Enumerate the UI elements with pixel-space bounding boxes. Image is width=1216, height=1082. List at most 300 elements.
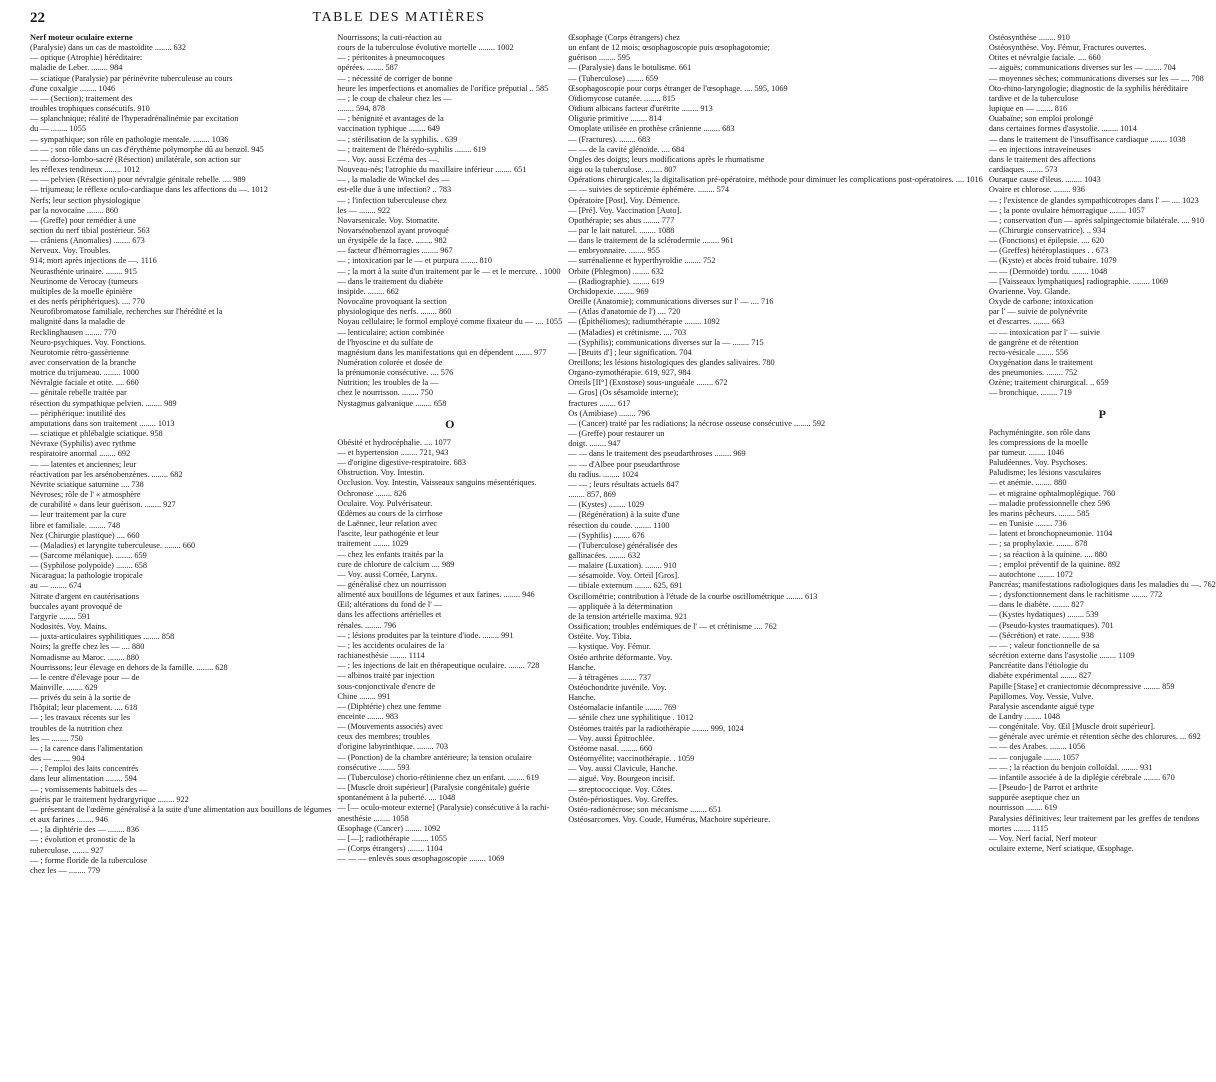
index-entry: — ; lésions produites par la teinture d'iode. ........ 991 bbox=[337, 630, 514, 640]
index-entry: Opérations chirurgicales; la digitalisation pré-opératoire, méthode pour diminuer les complications post-opératoires. .... 1016 bbox=[568, 175, 983, 185]
index-entry: — Voy. Nerf facial, Nerf moteur bbox=[988, 833, 1097, 843]
index-entry: et aux farines ........ 946 bbox=[30, 815, 108, 825]
index-entry: Neurotomie rétro-gassérienne bbox=[30, 347, 129, 357]
index-entry: — (Maladies) et crétinisme. .... 703 bbox=[568, 327, 687, 337]
index-entry: Oreillons; les lésions histologiques des glandes salivaires. 780 bbox=[568, 358, 775, 367]
index-entry: un érysipèle de la face. ........ 982 bbox=[337, 236, 447, 246]
index-entry: — ; évolution et pronostic de la bbox=[30, 835, 136, 845]
index-entry: dans le traitement des affections bbox=[988, 154, 1096, 164]
index-entry: Névraxe (Syphilis) avec rythme bbox=[30, 439, 136, 449]
index-entry: la prénumonie consécutive. .... 576 bbox=[337, 368, 454, 378]
index-entry: — [Bruits d'] ; leur signification. 704 bbox=[568, 347, 692, 357]
index-entry: l'ascite, leur pathogénie et leur bbox=[337, 529, 439, 539]
index-entry: — crâniens (Anomalies) ........ 673 bbox=[30, 236, 145, 246]
index-entry: — dans le diabète. ........ 827 bbox=[988, 600, 1084, 610]
index-entry: — — latentes et anciennes; leur bbox=[30, 459, 137, 469]
index-entry: — (Syphilis); communications diverses sur la — ........ 715 bbox=[568, 337, 764, 347]
index-entry: Obstruction. Voy. Intestin. bbox=[337, 468, 425, 478]
index-entry: — [— oculo-moteur externe] (Paralysie) consécutive à la rachi- bbox=[337, 803, 550, 813]
index-entry: Ostéo-périostiques. Voy. Greffes. bbox=[568, 794, 679, 804]
index-entry: rénales. ........ 796 bbox=[337, 620, 397, 630]
index-entry: enceinte ........ 983 bbox=[337, 712, 399, 721]
index-entry: Obésité et hydrocéphalie. .... 1077 bbox=[337, 437, 451, 447]
index-entry: — aiguës; communications diverses sur les — ........ 704 bbox=[988, 63, 1176, 73]
index-entry: Ossification; troubles endémiques de l' — et crétinisme .... 762 bbox=[568, 622, 777, 632]
index-entry: troubles de la nutrition chez bbox=[30, 723, 123, 733]
index-entry: — sciatique et phlébalgie sciatique. 958 bbox=[30, 429, 163, 439]
index-entry: — streptococcique. Voy. Côtes. bbox=[568, 784, 673, 794]
index-entry: Papille [Stase] et craniectomie décompressive ........ 859 bbox=[988, 681, 1175, 691]
page-title: TABLE DES MATIÈRES bbox=[312, 10, 486, 25]
index-entry: motrice du trijumeau. ........ 1000 bbox=[30, 368, 139, 378]
index-entry: maladie de Leber. ........ 984 bbox=[30, 63, 123, 73]
index-entry: dans leur alimentation ........ 594 bbox=[30, 774, 137, 784]
index-entry: tuberculose. ........ 927 bbox=[30, 845, 104, 855]
index-entry: sécrétion externe dans l'asystolie ........ 1109 bbox=[988, 651, 1135, 661]
index-entry: — (Syphilose polypoïde) ........ 658 bbox=[30, 561, 148, 571]
index-entry: — Gros] (Os sésamoïde interne); bbox=[568, 388, 679, 398]
index-entry: — moyennes sèches; communications diverses sur les — .... 708 bbox=[988, 73, 1204, 83]
index-entry: — ; l'infection tuberculeuse chez bbox=[337, 195, 447, 205]
index-entry: Ozène; traitement chirurgical. .. 659 bbox=[988, 378, 1109, 388]
index-entry: — (Kystes) ........ 1029 bbox=[568, 500, 645, 510]
index-entry: — (Greffe) pour restaurer un bbox=[568, 429, 665, 439]
index-entry: — en Tunisie ........ 736 bbox=[988, 519, 1067, 529]
index-entry: sous-conjonctivale d'encre de bbox=[337, 681, 436, 691]
index-entry: — . Voy. aussi Eczéma des —. bbox=[337, 154, 440, 164]
index-entry: — (Cancer) traité par les radiations; la nécrose osseuse consécutive ........ 592 bbox=[568, 418, 826, 428]
index-entry: les réflexes tendineux ........ 1012 bbox=[30, 165, 140, 175]
index-entry: gallinacées. ........ 632 bbox=[568, 550, 641, 560]
index-entry: tardive et de la tuberculose bbox=[988, 93, 1079, 103]
index-column-4 bbox=[989, 33, 1216, 1078]
index-entry: rachianesthésie ........ 1114 bbox=[337, 651, 425, 661]
index-entry: — ; la diphtérie des — ........ 836 bbox=[30, 825, 139, 835]
index-entry: Neurinome de Verocay (tumeurs bbox=[30, 276, 138, 286]
index-entry: traitement ........ 1029 bbox=[337, 539, 409, 549]
index-entry: — Voy. aussi Épitrochlée. bbox=[568, 733, 655, 743]
index-entry: — appliquée à la détermination bbox=[568, 601, 673, 611]
index-entry: Pancréatite dans l'étiologie du bbox=[988, 661, 1089, 671]
index-entry: mortes ........ 1115 bbox=[988, 823, 1049, 833]
index-entry: — facteur d'hémorragies ........ 967 bbox=[337, 246, 453, 256]
index-entry: de la tension artérielle maxima. 921 bbox=[568, 611, 688, 621]
index-entry: Ostéomyélite; vaccinothérapie. . 1059 bbox=[568, 754, 695, 764]
index-entry: au — ........ 674 bbox=[30, 581, 82, 591]
index-entry: résection du coude. ........ 1100 bbox=[568, 520, 670, 530]
index-entry: — (Greffes) hétéroplastiques . . 673 bbox=[988, 246, 1109, 256]
index-entry: Nomadisme au Maroc. ........ 880 bbox=[30, 652, 139, 662]
index-entry: — — dans le traitement des pseudarthroses ........ 969 bbox=[568, 449, 746, 459]
index-entry: Ovarienne. Voy. Glande. bbox=[988, 286, 1071, 296]
index-entry: Œil; altérations du fond de l' — bbox=[337, 600, 443, 610]
index-entry: Neuro-psychiques. Voy. Fonctions. bbox=[30, 337, 146, 347]
index-entry: réactivation par les arsénobenzènes. ........ 682 bbox=[30, 469, 183, 479]
index-entry: Omoplate utilisée en prothèse crânienne ........ 683 bbox=[568, 124, 735, 134]
index-entry: de Landry ........ 1048 bbox=[988, 712, 1061, 721]
index-entry: Ostéomes traités par la radiothérapie ........ 999, 1024 bbox=[568, 723, 744, 733]
index-entry: — ; les travaux récents sur les bbox=[30, 713, 130, 723]
index-entry: Paralysies définitives; leur traitement par les greffes de tendons bbox=[988, 813, 1200, 823]
index-entry: Papillomes. Voy. Vessie, Vulve. bbox=[988, 691, 1094, 701]
index-entry: Noirs; la greffe chez les — .... 880 bbox=[30, 642, 145, 652]
index-entry: — par le lait naturel. ........ 1088 bbox=[568, 225, 675, 235]
index-entry: Nerfs; leur section physiologique bbox=[30, 195, 141, 205]
index-entry: — ; stérilisation de la syphilis. . 639 bbox=[337, 134, 458, 144]
index-entry: par l' — suivie de polynévrite bbox=[988, 307, 1088, 317]
index-entry: — — d'Albee pour pseudarthrose bbox=[568, 459, 680, 469]
index-entry: — — ; valeur fonctionnelle de sa bbox=[988, 640, 1100, 650]
section-letter: P bbox=[1098, 406, 1106, 421]
index-entry: Oto-rhino-laryngologie; diagnostic de la syphilis héréditaire bbox=[988, 83, 1189, 93]
index-entry: — Voy. aussi Clavicule, Hanche. bbox=[568, 764, 678, 774]
index-entry: — (Tuberculose) généralisée des bbox=[568, 540, 678, 550]
index-entry: Novarsenicale. Voy. Stomatite. bbox=[337, 215, 440, 225]
index-entry: opérées. ........ 587 bbox=[337, 63, 398, 73]
index-entry: Chine ........ 991 bbox=[337, 691, 391, 701]
index-entry: Oxyde de carbone; intoxication bbox=[988, 297, 1094, 307]
index-column-3 bbox=[568, 33, 983, 1078]
index-entry: — et migraine ophtalmoplégique. 760 bbox=[988, 488, 1116, 498]
index-entry: Otites et névralgie faciale. .... 660 bbox=[988, 53, 1101, 63]
index-entry: cure de chlorure de calcium .... 989 bbox=[337, 559, 455, 569]
index-entry: Paludisme; les lésions vasculaires bbox=[988, 468, 1102, 478]
index-entry: — bronchique. ........ 719 bbox=[988, 388, 1072, 398]
index-entry: Oreille (Anatomie); communications diverses sur l' — .... 716 bbox=[568, 297, 774, 307]
index-entry: Neurofibromatose familiale, recherches sur l'hérédité et la bbox=[30, 307, 223, 317]
index-entry: — latent et bronchopneumonie. 1104 bbox=[988, 529, 1113, 539]
index-entry: Ostéo arthrite déformante. Voy. bbox=[568, 652, 673, 662]
index-entry: — (Épithéliomes); radiumthérapie ........ 1092 bbox=[568, 317, 720, 327]
index-entry: physiologique des nerfs. ........ 860 bbox=[337, 307, 452, 317]
index-entry: Orbite (Phlegmon) ........ 632 bbox=[568, 266, 664, 276]
index-entry: du radius. ........ 1024 bbox=[568, 469, 639, 479]
index-entry: — ; l'existence de glandes sympathicotropes dans l' — .... 1023 bbox=[988, 195, 1199, 205]
index-entry: et d'escarres. ........ 663 bbox=[988, 317, 1065, 327]
index-entry: — — pelvien (Résection) pour névralgie génitale rebelle. .... 989 bbox=[30, 175, 246, 185]
index-entry: avec conservation de la branche bbox=[30, 358, 136, 367]
index-entry: — optique (Atrophie) héréditaire: bbox=[30, 53, 143, 63]
page-number: 22 bbox=[30, 10, 45, 26]
index-entry: ceux des membres; troubles bbox=[337, 732, 430, 742]
index-entry: insipide. ........ 662 bbox=[337, 286, 399, 296]
index-entry: Oïdium albicans facteur d'urétrite ........ 913 bbox=[568, 104, 713, 114]
index-entry: — [—]; radiothérapie ........ 1055 bbox=[337, 833, 448, 843]
index-entry: — surrénalienne et hyperthyroïdie ........ 752 bbox=[568, 256, 716, 266]
index-entry: — ; la carence dans l'alimentation bbox=[30, 743, 143, 753]
index-entry: — ; forme floride de la tuberculose bbox=[30, 855, 148, 865]
index-entry: guéris par le traitement hydrargyrique ........ 922 bbox=[30, 794, 189, 804]
index-entry: chez le nourrisson. ........ 750 bbox=[337, 388, 433, 398]
index-entry: les marins pêcheurs. ........ 585 bbox=[988, 508, 1090, 518]
index-entry: — — (Dermoïde) tordu. ........ 1048 bbox=[988, 266, 1108, 276]
index-entry: Orchidopexie. ........ 969 bbox=[568, 286, 649, 296]
index-entry: — ; péritonites à pneumocoques bbox=[337, 53, 445, 63]
index-entry: — (Tuberculose) ........ 659 bbox=[568, 73, 659, 83]
index-entry: section du nerf tibial postérieur. 563 bbox=[30, 225, 150, 235]
index-entry: spontanément à la puberté. .... 1048 bbox=[337, 793, 456, 803]
index-entry: — génitale rebelle traitée par bbox=[30, 388, 127, 398]
index-entry: — ; vomissements habituels des — bbox=[30, 784, 148, 794]
index-entry: Œsophage (Cancer) ........ 1092 bbox=[337, 823, 441, 833]
index-entry: Oscillométrie; contribution à l'étude de la courbe oscillométrique ........ 613 bbox=[568, 591, 818, 601]
index-entry: libre et familiale. ........ 748 bbox=[30, 520, 121, 530]
index-entry: Orteils [II°] (Exostose) sous-unguéale ........ 672 bbox=[568, 378, 728, 388]
index-entry: — juxta-articulaires syphilitiques ........ 858 bbox=[30, 632, 175, 642]
index-entry: dans certaines formes d'asystolie. ........ 1014 bbox=[988, 124, 1137, 134]
index-entry: Ostéosynthèse. Voy. Fémur, Fractures ouvertes. bbox=[988, 43, 1147, 53]
index-entry: — et anémie. ........ 880 bbox=[988, 478, 1067, 488]
index-entry: — (Greffe) pour remédier à une bbox=[30, 215, 137, 225]
index-entry: — autochtone ........ 1072 bbox=[988, 569, 1073, 579]
index-entry: des — ........ 904 bbox=[30, 754, 85, 764]
index-entry: de l'hyoscine et du sulfate de bbox=[337, 337, 434, 347]
index-entry: Hanche. bbox=[568, 693, 596, 703]
index-entry: diabète expérimental ........ 827 bbox=[988, 671, 1092, 681]
index-entry: — (Radiographie). ........ 619 bbox=[568, 276, 665, 286]
index-entry: Œsophage (Corps étrangers) chez bbox=[568, 33, 680, 42]
index-entry: — d'origine digestive-respiratoire. 683 bbox=[337, 458, 467, 468]
index-entry: — ; sa réaction à la quinine. .... 880 bbox=[988, 549, 1108, 559]
index-entry: oculaire externe, Nerf sciatique, Œsophage. bbox=[988, 844, 1134, 854]
index-entry: Ostéosynthèse ........ 910 bbox=[988, 33, 1070, 42]
index-entry: Novocaïne provoquant la section bbox=[337, 297, 447, 307]
index-entry: — [Pré]. Voy. Vaccination [Auto]. bbox=[568, 205, 682, 215]
index-entry: — (Diphtérie) chez une femme bbox=[337, 701, 442, 711]
index-entry: lupique en — ........ 816 bbox=[988, 104, 1068, 114]
index-entry: Nouveau-nés; l'atrophie du maxillaire inférieur ........ 651 bbox=[337, 165, 527, 175]
index-entry: — Voy. aussi Cornée, Larynx. bbox=[337, 569, 438, 579]
index-entry: est-elle due à une infection? .. 783 bbox=[337, 185, 452, 195]
index-entry: un enfant de 12 mois; œsophagoscopie puis œsophagotomie; bbox=[568, 43, 770, 53]
index-entry: — (Ponction) de la chambre antérieure; la tension oculaire bbox=[337, 752, 532, 762]
index-entry: résection du sympathique pelvien. ........ 989 bbox=[30, 398, 177, 408]
index-entry: — (Sécrétion) et rate. ........ 938 bbox=[988, 630, 1094, 640]
page-header bbox=[30, 6, 768, 28]
index-entry: Mainville. ........ 629 bbox=[30, 683, 98, 692]
index-entry: Ostéite. Voy. Tibia. bbox=[568, 632, 632, 642]
index-entry: — (Maladies) et laryngite tuberculeuse. ........ 660 bbox=[30, 540, 196, 550]
index-entry: — ; la mort à la suite d'un traitement par le — et le mercure. . 1000 bbox=[337, 266, 561, 276]
index-entry: — le centre d'élevage pour — de bbox=[30, 672, 140, 682]
index-entry: — ; les injections de lait en thérapeutique oculaire. ........ 728 bbox=[337, 661, 540, 671]
index-entry: ........ 594, 878 bbox=[337, 104, 386, 114]
index-entry: — congénitale. Voy. Œil [Muscle droit supérieur]. bbox=[988, 722, 1156, 732]
index-entry: — sénile chez une syphilitique . 1012 bbox=[568, 713, 694, 723]
index-entry: Noyau cellulaire; le formol employé comme fixateur du — .... 1055 bbox=[337, 317, 563, 327]
index-entry: — infantile associée à de la diplégie cérébrale ........ 670 bbox=[988, 772, 1175, 782]
index-entry: — ; l'emploi des laits concentrés bbox=[30, 764, 139, 774]
index-entry: Pachyméningite. son rôle dans bbox=[988, 427, 1091, 437]
index-entry: — — de la cavité glénoïde. .... 684 bbox=[568, 144, 685, 154]
index-entry: — en injections intraveineuses bbox=[988, 144, 1091, 154]
index-entry: — ; intoxication par le — et purpura ........ 810 bbox=[337, 256, 492, 266]
index-entry: — à tétragènes ........ 737 bbox=[568, 672, 652, 682]
index-entry: Ongles des doigts; leurs modifications après le rhumatisme bbox=[568, 154, 765, 164]
index-entry: dans les affections artérielles et bbox=[337, 610, 442, 620]
index-entry: Organo-zymothérapie. 619, 927, 984 bbox=[568, 368, 691, 378]
index-entry: — ; traitement de l'hérédo-syphilis ........ 619 bbox=[337, 144, 486, 154]
index-entry: — tibiale externum ........ 625, 691 bbox=[568, 581, 683, 591]
index-entry: Os (Amibiase) ........ 796 bbox=[568, 408, 651, 418]
index-entry: aigu ou la tuberculose. ........ 807 bbox=[568, 165, 677, 175]
index-entry: — (Régénération) à la suite d'une bbox=[568, 510, 680, 520]
index-entry: et des nerfs périphériques). .... 770 bbox=[30, 297, 145, 307]
index-entry: nourrisson ........ 619 bbox=[988, 803, 1058, 813]
index-entry: — ; nécessité de corriger de bonne bbox=[337, 73, 453, 83]
index-entry: — (Fonctions) et épilepsie. .... 620 bbox=[988, 236, 1105, 246]
index-entry: Nerveux. Voy. Troubles. bbox=[30, 246, 111, 256]
index-entry: Ostéome nasal. ........ 660 bbox=[568, 743, 653, 753]
index-entry: ........ 857, 869 bbox=[568, 490, 616, 500]
index-entry: Ostéosarcomes. Voy. Coude, Humérus, Machoire supérieure. bbox=[568, 815, 771, 825]
index-entry: — ; emploi préventif de la quinine. 892 bbox=[988, 559, 1121, 569]
index-entry: Nodosités. Voy. Mains. bbox=[30, 622, 107, 632]
index-entry: — sciatique (Paralysie) par périnévrite tuberculeuse au cours bbox=[30, 73, 233, 83]
index-entry: Oïdiomycose cutanée. ........ 815 bbox=[568, 93, 676, 103]
index-entry: Ostéo-radionécrose; son mécanisme ........ 651 bbox=[568, 804, 722, 814]
index-entry: — kystique. Voy. Fémur. bbox=[568, 642, 651, 652]
index-entry: Opothérapie; ses abus ........ 777 bbox=[568, 215, 675, 225]
index-entry: l'hôpital; leur placement. .... 618 bbox=[30, 703, 138, 713]
index-entry: Névrite sciatique saturnine .... 738 bbox=[30, 479, 144, 489]
index-entry: Recklinghausen ........ 770 bbox=[30, 327, 117, 337]
index-entry: — (Atlas d'anatomie de l') .... 720 bbox=[568, 307, 681, 317]
index-entry: — embryonnaire. ........ 955 bbox=[568, 246, 660, 256]
index-entry: — maladie professionnelle chez 596 bbox=[988, 498, 1110, 508]
index-entry: — — ; la réaction du benjoin colloïdal. ........ 931 bbox=[988, 762, 1153, 772]
index-entry: — — — enlevés sous œsophagoscopie ........ 1069 bbox=[337, 854, 505, 864]
index-entry: — — des Arabes. ........ 1056 bbox=[988, 742, 1086, 752]
index-entry: recto-vésicale ........ 556 bbox=[988, 347, 1069, 357]
index-entry: les — ........ 922 bbox=[337, 205, 391, 215]
index-entry: Ovaire et chlorose. ........ 936 bbox=[988, 185, 1085, 195]
index-entry: — (Fractures). ........ 683 bbox=[568, 134, 651, 144]
index-entry: l'argyrie ........ 591 bbox=[30, 611, 91, 621]
index-entry: Œsophagoscopie pour corps étranger de l'œsophage. .... 595, 1069 bbox=[568, 83, 788, 93]
index-entry: — — conjugale ........ 1057 bbox=[988, 752, 1080, 762]
index-entry: Nicaragua; la pathologie tropicale bbox=[30, 571, 143, 581]
index-entry: — — ; son rôle dans un cas d'érythème polymorphe dû au benzol. 945 bbox=[30, 144, 264, 154]
index-entry: les compressions de la moelle bbox=[988, 437, 1088, 447]
index-entry: — malaire (Luxation). ........ 910 bbox=[568, 561, 677, 571]
index-entry: des pneumonies. ........ 752 bbox=[988, 368, 1078, 378]
index-entry: — dans le traitement de la sclérodermie ........ 961 bbox=[568, 236, 734, 246]
index-entry: d'une coxalgie ........ 1046 bbox=[30, 83, 116, 93]
index-entry: amputations dans son traitement ........ 1013 bbox=[30, 418, 175, 428]
index-entry: par tumeur. ........ 1046 bbox=[988, 447, 1064, 457]
index-entry: Nerf moteur oculaire externe bbox=[30, 33, 133, 42]
index-entry: Ostéochondrite juvénile. Voy. bbox=[568, 683, 667, 692]
index-entry: (Paralysie) dans un cas de mastoïdite ........ 632 bbox=[30, 43, 186, 53]
index-entry: cours de la tuberculose évolutive mortelle ........ 1002 bbox=[337, 43, 514, 53]
index-entry: — — ; leurs résultats actuels 847 bbox=[568, 479, 679, 489]
index-entry: — ; bénignité et avantages de la bbox=[337, 114, 444, 124]
index-entry: Nourrissons; leur élevage en dehors de la famille. ........ 628 bbox=[30, 662, 228, 672]
index-column-1 bbox=[30, 33, 331, 1078]
index-entry: — chez les enfants traités par la bbox=[337, 549, 444, 559]
index-entry: — ; dysfonctionnement dans le rachitisme ........ 772 bbox=[988, 590, 1163, 600]
index-entry: Nystagmus galvanique ........ 658 bbox=[337, 398, 447, 408]
index-entry: Nutrition; les troubles de la — bbox=[337, 378, 439, 388]
index-entry: Nitrate d'argent en cautérisations bbox=[30, 591, 139, 601]
index-entry: Paludéennes. Voy. Psychoses. bbox=[988, 458, 1088, 468]
index-entry: Oligurie primitive ........ 814 bbox=[568, 114, 662, 124]
index-entry: du — ........ 1055 bbox=[30, 124, 87, 134]
index-entry: cardiaques ........ 573 bbox=[988, 165, 1058, 175]
index-entry: fractures ........ 617 bbox=[568, 398, 631, 408]
index-entry: — dans le traitement du diabète bbox=[337, 276, 444, 286]
index-entry: par la novocaïne ........ 860 bbox=[30, 205, 119, 215]
index-entry: Oxygénation dans le traitement bbox=[988, 358, 1093, 367]
index-entry: — ; le coup de chaleur chez les — bbox=[337, 93, 452, 103]
index-entry: de curabilité » dans leur guérison. ........ 927 bbox=[30, 500, 176, 510]
index-entry: magnésium dans les manifestations qui en dépendent ........ 977 bbox=[337, 347, 547, 357]
index-entry: Névroses; rôle de l' « atmosphère bbox=[30, 490, 141, 500]
index-entry: — (Kystes hydatiques) ........ 539 bbox=[988, 610, 1099, 620]
index-entry: — [Pseudo-] de Parrot et arthrite bbox=[988, 783, 1098, 793]
index-entry: Ochronose ........ 826 bbox=[337, 488, 407, 498]
index-entry: — ; la ponte ovulaire hémorragique ........ 1057 bbox=[988, 205, 1145, 215]
index-entry: suppurée aseptique chez un bbox=[988, 793, 1080, 803]
index-entry: — — intoxication par l' — suivie bbox=[988, 327, 1100, 337]
index-entry: doigt. ........ 947 bbox=[568, 439, 621, 449]
index-entry: Nez (Chirurgie plastique) .... 660 bbox=[30, 530, 140, 540]
index-entry: les — ........ 750 bbox=[30, 733, 83, 743]
index-entry: — sympathique; son rôle en pathologie mentale. ........ 1036 bbox=[30, 134, 229, 144]
index-column-2 bbox=[337, 33, 562, 1078]
index-entry: respiratoire anormal ........ 692 bbox=[30, 449, 131, 459]
index-entry: — , la maladie de Winckel des — bbox=[337, 175, 450, 185]
index-entry: Paralysie ascendante aiguë type bbox=[988, 701, 1095, 711]
index-entry: Novarsénobenzol ayant provoqué bbox=[337, 225, 449, 235]
index-entry: Neurasthénie urinaire. ........ 915 bbox=[30, 266, 137, 276]
index-entry: — (Mouvements associés) avec bbox=[337, 722, 444, 732]
index-entry: — généralisé chez un nourrisson bbox=[337, 579, 447, 589]
index-entry: — — suivies de septicémie éphémère. ........ 574 bbox=[568, 185, 730, 195]
index-entry: Opératoire [Post]. Voy. Démence. bbox=[568, 195, 680, 205]
index-entry: — aiguë. Voy. Bourgeon incisif. bbox=[568, 774, 675, 784]
index-entry: Hanche. bbox=[568, 662, 596, 672]
index-entry: Occlusion. Voy. Intestin, Vaisseaux sanguins mésentériques. bbox=[337, 478, 537, 488]
index-entry: Œdèmes au cours de la cirrhose bbox=[337, 508, 443, 518]
index-entry: — générale avec urémie et rétention sèche des chlorures. ... 692 bbox=[988, 732, 1201, 742]
index-entry: Numération colorée et dosée de bbox=[337, 358, 443, 367]
index-entry: Nourrissons; la cuti-réaction au bbox=[337, 33, 442, 42]
index-entry: — lenticulaire; action combinée bbox=[337, 327, 445, 337]
index-entry: Pancréas; manifestations radiologiques dans les maladies du —. 762 bbox=[988, 579, 1216, 589]
index-entry: Ouraque cause d'ileus. ........ 1043 bbox=[988, 175, 1101, 185]
index-entry: — trijumeau; le réflexe oculo-cardiaque dans les affections du —. 1012 bbox=[30, 185, 268, 195]
index-entry: — (Sarcome mélanique). ........ 659 bbox=[30, 550, 147, 560]
index-entry: Névralgie faciale et otite. .... 660 bbox=[30, 378, 139, 388]
index-entry: Ouabaïne; son emploi prolongé bbox=[988, 114, 1094, 124]
index-entry: heure les imperfections et anomalies de l'orifice préputial .. 585 bbox=[337, 83, 549, 93]
index-entry: — ; conservation d'un — après salpingectomie bilatérale. .... 910 bbox=[988, 215, 1205, 225]
index-entry: guérison ........ 595 bbox=[568, 53, 630, 63]
index-entry: d'origine labyrinthique. ........ 703 bbox=[337, 742, 449, 752]
index-entry: — dans le traitement de l'insuffisance cardiaque ........ 1038 bbox=[988, 134, 1186, 144]
index-entry: — splanchnique; réalité de l'hyperadrénalinémie par excitation bbox=[30, 114, 239, 124]
index-entry: 914; mort après injections de —. 1116 bbox=[30, 256, 157, 266]
index-entry: — présentant de l'œdème généralisé à la suite d'une alimentation aux bouillons de légumes bbox=[30, 804, 332, 814]
index-entry: de Laënnec, leur relation avec bbox=[337, 519, 438, 529]
index-entry: anesthésie ........ 1058 bbox=[337, 813, 409, 823]
index-entry: vaccination typhique ........ 649 bbox=[337, 124, 440, 134]
index-entry: — sésamoïde. Voy. Orteil [Gros]. bbox=[568, 571, 680, 581]
index-entry: — privés du sein à la sortie de bbox=[30, 693, 131, 703]
index-columns bbox=[30, 33, 1216, 1078]
